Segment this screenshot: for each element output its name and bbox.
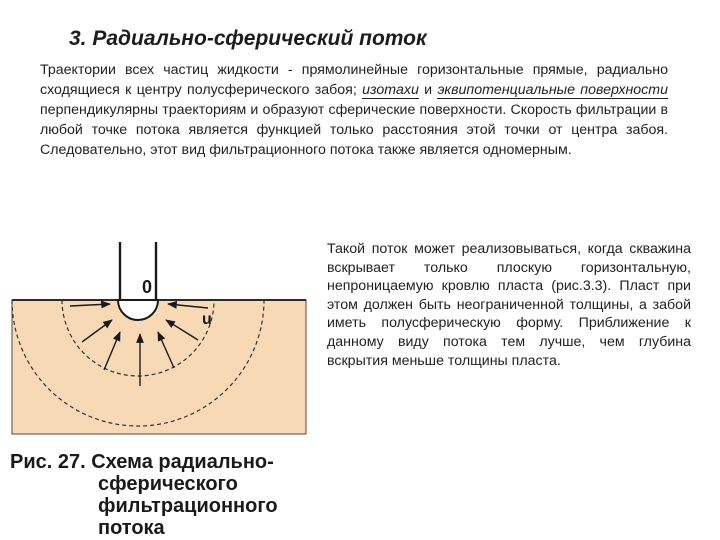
formation-area <box>12 300 306 434</box>
term-isotachs: изотахи <box>362 82 419 98</box>
caption-line-2: сферического <box>98 473 238 495</box>
paragraph-explanation: Такой поток может реализовываться, когда скважина вскрывает только плоскую горизонтальную, непроницаемую кровлю пласта (рис.3.3). Пласт при этом должен быть неограниченной толщины, а забой иметь полусферическую форму. Приближение к данному виду потока тем лучше, чем глубина вскрытия меньше толщины пласта. <box>327 241 691 369</box>
label-center: 0 <box>142 277 153 297</box>
flow-diagram <box>8 236 308 441</box>
term-equipotential-surfaces: эквипотенциальные поверхности <box>437 82 668 98</box>
caption-line-3: фильтрационного <box>98 495 278 517</box>
caption-line-1: Рис. 27. Схема радиально- <box>10 451 274 473</box>
paragraph-description <box>40 60 668 160</box>
paragraph-text-3: перпендикулярны траекториям и образуют сферические поверхности. Скорость фильтрации в любой точке потока является функцией только расстояния этой точки от центра забоя. Следовательно, этот вид фильтрационного потока также является одномерным. <box>40 102 668 158</box>
figure-caption <box>10 451 278 539</box>
label-velocity: u <box>202 311 212 328</box>
paragraph-text-2: и <box>418 82 438 98</box>
flow-diagram-svg <box>8 236 308 436</box>
caption-line-4: потока <box>98 517 165 539</box>
paragraph-text-1: Траектории всех частиц жидкости - прямолинейные горизонтальные прямые, радиально сходящиеся к центру полусферического забоя; <box>40 62 668 98</box>
section-title: 3. Радиально-сферический поток <box>69 27 427 50</box>
